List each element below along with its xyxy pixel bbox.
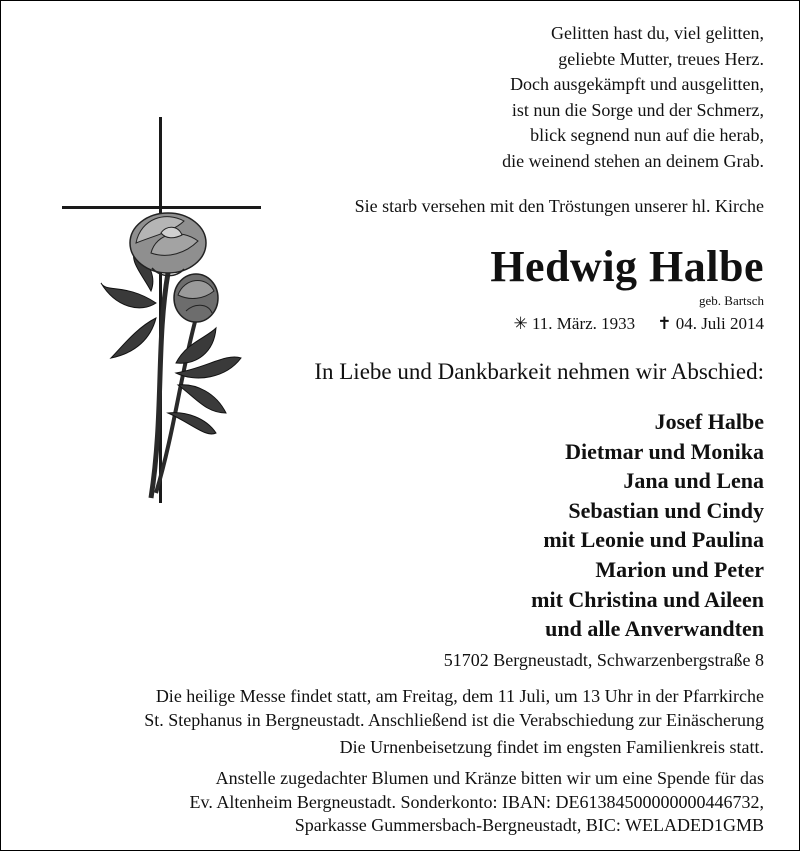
poem-line: blick segnend nun auf die herab, <box>530 125 764 145</box>
poem-line: Doch ausgekämpft und ausgelitten, <box>510 74 764 94</box>
mourner-line: Jana und Lena <box>623 468 764 494</box>
mourner-line: Josef Halbe <box>654 409 764 434</box>
mourners-list <box>531 407 764 644</box>
poem-line: Gelitten hast du, viel gelitten, <box>551 23 764 43</box>
rose-bloom <box>174 274 218 322</box>
mourner-line: und alle Anverwandten <box>545 616 764 642</box>
cross-horizontal-beam <box>62 206 261 209</box>
farewell-intro: In Liebe und Dankbarkeit nehmen wir Abschied: <box>314 359 764 384</box>
family-address: 51702 Bergneustadt, Schwarzenbergstraße 8 <box>443 650 764 670</box>
maiden-name: geb. Bartsch <box>699 293 764 308</box>
mass-notice <box>144 684 764 732</box>
poem-line: ist nun die Sorge und der Schmerz, <box>511 99 764 120</box>
birth-star-icon: ✳ <box>513 314 528 333</box>
donation-line: Ev. Altenheim Bergneustadt. Sonderkonto: IBAN: DE61384500000000446732, <box>189 791 764 812</box>
mourner-line: Marion und Peter <box>595 556 764 582</box>
urn-notice: Die Urnenbeisetzung findet im engsten Familienkreis statt. <box>339 737 764 757</box>
mourner-line: mit Leonie und Paulina <box>543 527 764 553</box>
mourner-line: Sebastian und Cindy <box>568 497 764 523</box>
sacraments-line: Sie starb versehen mit den Tröstungen unserer hl. Kirche <box>354 196 764 216</box>
mass-notice-line: Die heilige Messe findet statt, am Freitag, dem 11 Juli, um 13 Uhr in der Pfarrkirche <box>155 686 764 706</box>
deceased-name: Hedwig Halbe <box>490 242 764 291</box>
donation-line: Anstelle zugedachter Blumen und Kränze bitten wir um eine Spende für das <box>215 768 764 788</box>
death-date: 04. Juli 2014 <box>675 314 764 333</box>
donation-line: Sparkasse Gummersbach-Bergneustadt, BIC: WELADED1GMB <box>294 815 764 835</box>
poem-line: geliebte Mutter, treues Herz. <box>558 48 764 69</box>
donation-notice <box>190 767 764 838</box>
poem <box>502 21 764 174</box>
mourner-line: Dietmar und Monika <box>565 438 764 464</box>
mourner-line: mit Christina und Aileen <box>531 586 764 612</box>
life-dates <box>513 314 764 334</box>
cross-with-roses-icon <box>56 113 266 513</box>
birth-date: 11. März. 1933 <box>531 314 636 333</box>
poem-line: die weinend stehen an deinem Grab. <box>502 150 764 171</box>
leaves <box>101 251 241 434</box>
mass-notice-line: St. Stephanus in Bergneustadt. Anschließend ist die Verabschiedung zur Einäscherung <box>144 710 764 730</box>
death-cross-icon: ✝ <box>657 314 672 333</box>
